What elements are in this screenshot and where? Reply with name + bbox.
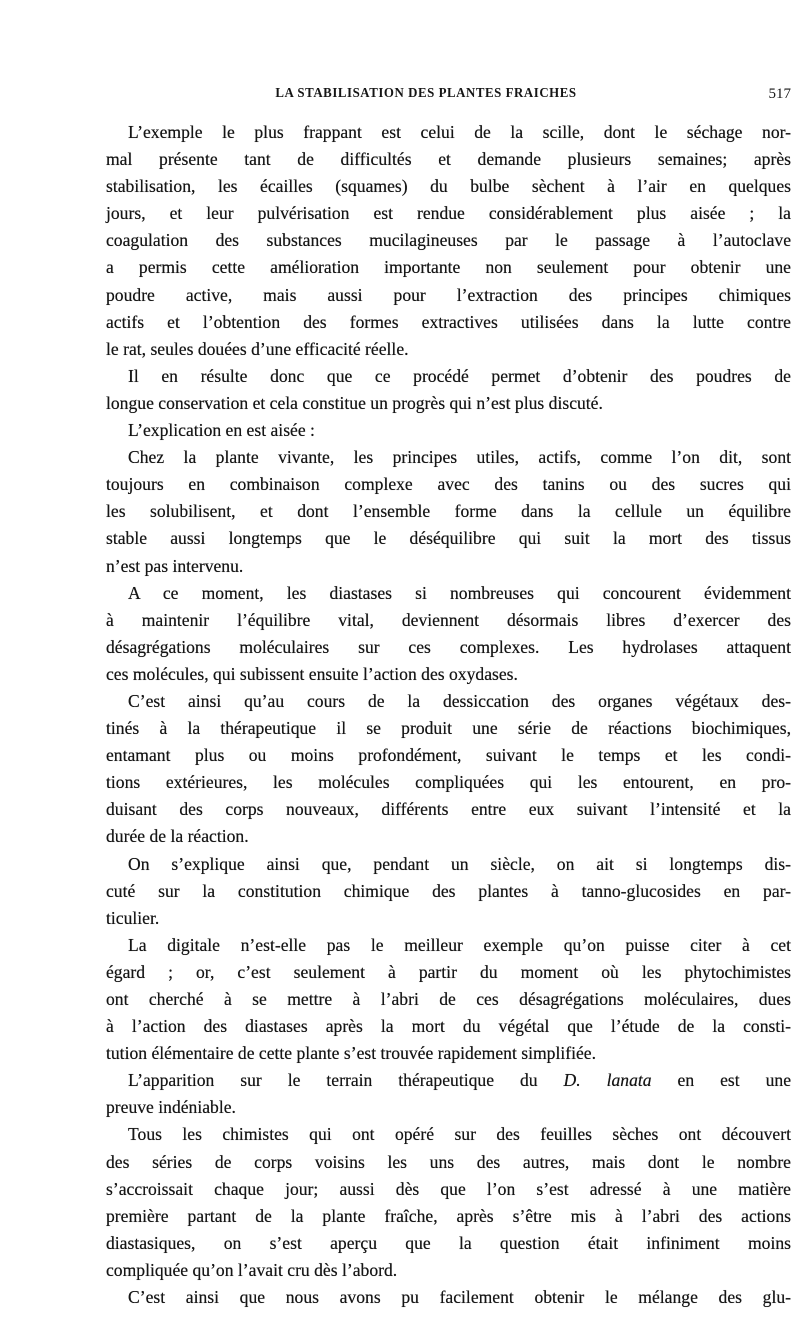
text-line: tions extérieures, les molécules compliquées qui les entourent, en pro- xyxy=(106,772,791,793)
text-line: Il en résulte donc que ce procédé permet d’obtenir des poudres de xyxy=(128,365,791,386)
text-line: n’est pas intervenu. xyxy=(106,555,244,576)
text-line: diastasiques, on s’est aperçu que la question était infiniment moins xyxy=(106,1232,791,1253)
text-line: ticulier. xyxy=(106,907,160,928)
text-line: Tous les chimistes qui ont opéré sur des feuilles sèches ont découvert xyxy=(128,1124,791,1145)
text-line: tution élémentaire de cette plante s’est trouvée rapidement simplifiée. xyxy=(106,1043,596,1064)
text-line: ces molécules, qui subissent ensuite l’action des oxydases. xyxy=(106,663,518,684)
text-line: A ce moment, les diastases si nombreuses qui concourent évidemment xyxy=(128,582,791,603)
italic-species-name: D. lanata xyxy=(563,1070,652,1091)
text-line: C’est ainsi qu’au cours de la dessiccation des organes végétaux des- xyxy=(128,690,791,711)
paragraph xyxy=(106,932,791,1067)
text-line: coagulation des substances mucilagineuses par le passage à l’autoclave xyxy=(106,230,791,251)
text-segment: en est une xyxy=(651,1070,791,1091)
paragraph xyxy=(106,417,791,444)
text-line: à maintenir l’équilibre vital, deviennent désormais libres d’exercer des xyxy=(106,609,791,630)
paragraph xyxy=(106,851,791,932)
text-line: le rat, seules douées d’une efficacité réelle. xyxy=(106,338,409,359)
paragraph xyxy=(106,1067,791,1121)
paragraph xyxy=(106,580,791,688)
running-header xyxy=(106,86,791,110)
text-line: toujours en combinaison complexe avec des tanins ou des sucres qui xyxy=(106,474,791,495)
running-title: LA STABILISATION DES PLANTES FRAICHES xyxy=(275,86,577,101)
paragraph xyxy=(106,444,791,579)
text-line: stable aussi longtemps que le déséquilibre qui suit la mort des tissus xyxy=(106,528,791,549)
text-line: première partant de la plante fraîche, après s’être mis à l’abri des actions xyxy=(106,1205,791,1226)
text-line: actifs et l’obtention des formes extractives utilisées dans la lutte contre xyxy=(106,311,791,332)
page-number: 517 xyxy=(768,86,791,102)
text-line: poudre active, mais aussi pour l’extraction des principes chimiques xyxy=(106,284,791,305)
text-line xyxy=(106,1067,791,1094)
text-line: preuve indéniable. xyxy=(106,1097,236,1118)
text-line: désagrégations moléculaires sur ces complexes. Les hydrolases attaquent xyxy=(106,636,791,657)
text-line: tinés à la thérapeutique il se produit une série de réactions biochimiques, xyxy=(106,718,791,739)
text-line: Chez la plante vivante, les principes utiles, actifs, comme l’on dit, sont xyxy=(128,447,791,468)
text-line: La digitale n’est-elle pas le meilleur exemple qu’on puisse citer à cet xyxy=(128,934,791,955)
text-line: les solubilisent, et dont l’ensemble forme dans la cellule un équilibre xyxy=(106,501,791,522)
body-text xyxy=(106,119,791,1311)
paragraph xyxy=(106,688,791,851)
text-line: entamant plus ou moins profondément, suivant le temps et les condi- xyxy=(106,745,791,766)
paragraph xyxy=(106,1284,791,1311)
paragraph xyxy=(106,119,791,363)
text-line: à l’action des diastases après la mort du végétal que l’étude de la consti- xyxy=(106,1016,791,1037)
text-line: C’est ainsi que nous avons pu facilement obtenir le mélange des glu- xyxy=(128,1287,791,1308)
text-line: cuté sur la constitution chimique des plantes à tanno-glucosides en par- xyxy=(106,880,791,901)
text-line: des séries de corps voisins les uns des autres, mais dont le nombre xyxy=(106,1151,791,1172)
text-line: égard ; or, c’est seulement à partir du moment où les phytochimistes xyxy=(106,961,791,982)
paragraph xyxy=(106,363,791,417)
paragraph xyxy=(106,1121,791,1284)
text-line: jours, et leur pulvérisation est rendue considérablement plus aisée ; la xyxy=(106,203,791,224)
text-line: L’exemple le plus frappant est celui de la scille, dont le séchage nor- xyxy=(128,122,791,142)
text-line: ont cherché à se mettre à l’abri de ces désagrégations moléculaires, dues xyxy=(106,989,791,1009)
text-line: longue conservation et cela constitue un progrès qui n’est plus discuté. xyxy=(106,392,603,413)
text-line: On s’explique ainsi que, pendant un siècle, on ait si longtemps dis- xyxy=(128,853,791,874)
text-line: stabilisation, les écailles (squames) du bulbe sèchent à l’air en quelques xyxy=(106,176,791,197)
text-segment: L’apparition sur le terrain thérapeutique du xyxy=(128,1070,564,1091)
text-line: duisant des corps nouveaux, différents entre eux suivant l’intensité et la xyxy=(106,799,791,820)
text-line: durée de la réaction. xyxy=(106,826,249,847)
text-line: s’accroissait chaque jour; aussi dès que l’on s’est adressé à une matière xyxy=(106,1178,791,1199)
text-line: compliquée qu’on l’avait cru dès l’abord. xyxy=(106,1259,398,1280)
text-line: L’explication en est aisée : xyxy=(128,420,315,441)
text-line: mal présente tant de difficultés et demande plusieurs semaines; après xyxy=(106,149,791,170)
text-line: a permis cette amélioration importante non seulement pour obtenir une xyxy=(106,257,791,278)
